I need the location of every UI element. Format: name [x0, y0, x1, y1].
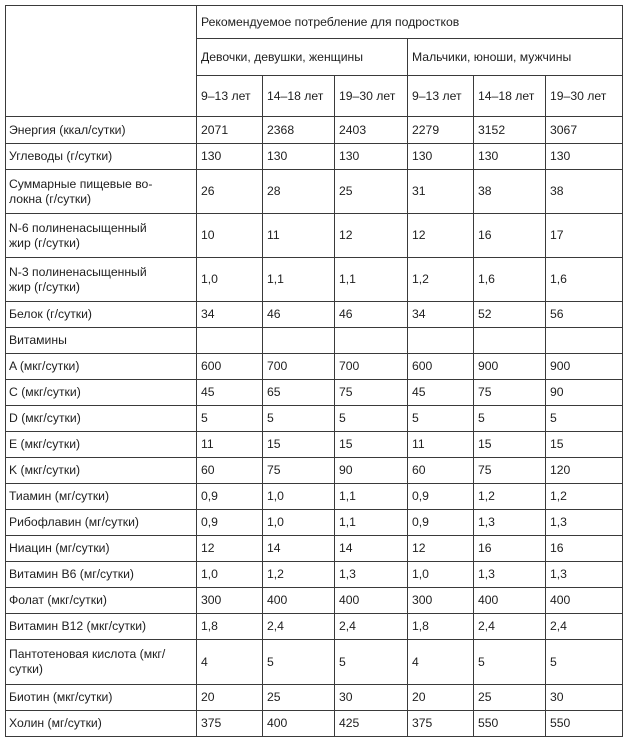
value-cell: 5 — [408, 406, 474, 432]
table-row — [6, 144, 623, 170]
value-cell: 14 — [263, 536, 335, 562]
value-cell: 16 — [474, 536, 546, 562]
value-cell: 45 — [197, 380, 263, 406]
value-cell: 30 — [335, 685, 408, 711]
table-row — [6, 302, 623, 328]
value-cell: 5 — [263, 406, 335, 432]
table-row — [6, 117, 623, 144]
value-cell: 550 — [474, 711, 546, 737]
value-cell: 130 — [546, 144, 623, 170]
value-cell: 400 — [263, 588, 335, 614]
table-row — [6, 258, 623, 302]
header-group-title: Рекомендуемое потребление для подростков — [197, 6, 623, 39]
value-cell: 31 — [408, 170, 474, 214]
value-cell: 1,3 — [335, 562, 408, 588]
table-row — [6, 354, 623, 380]
value-cell: 130 — [197, 144, 263, 170]
value-cell: 38 — [546, 170, 623, 214]
value-cell: 300 — [197, 588, 263, 614]
table-row — [6, 406, 623, 432]
row-label: Суммарные пищевые во- локна (г/сутки) — [6, 170, 197, 214]
value-cell — [474, 328, 546, 354]
table-row — [6, 328, 623, 354]
value-cell: 130 — [474, 144, 546, 170]
value-cell: 3067 — [546, 117, 623, 144]
table-row — [6, 170, 623, 214]
row-label: E (мкг/сутки) — [6, 432, 197, 458]
value-cell: 15 — [546, 432, 623, 458]
table-row — [6, 562, 623, 588]
value-cell: 90 — [546, 380, 623, 406]
value-cell: 30 — [546, 685, 623, 711]
value-cell: 400 — [546, 588, 623, 614]
value-cell: 11 — [197, 432, 263, 458]
header-age-cell: 19–30 лет — [335, 76, 408, 117]
header-male-title: Мальчики, юноши, мужчины — [408, 39, 623, 76]
value-cell: 16 — [546, 536, 623, 562]
value-cell: 1,0 — [197, 562, 263, 588]
value-cell: 4 — [408, 640, 474, 685]
row-label: Биотин (мкг/сутки) — [6, 685, 197, 711]
value-cell: 15 — [335, 432, 408, 458]
value-cell: 60 — [408, 458, 474, 484]
table-row — [6, 536, 623, 562]
header-age-cell: 9–13 лет — [197, 76, 263, 117]
value-cell: 52 — [474, 302, 546, 328]
header-age-cell: 14–18 лет — [263, 76, 335, 117]
row-label: K (мкг/сутки) — [6, 458, 197, 484]
table-row — [6, 214, 623, 258]
value-cell: 5 — [197, 406, 263, 432]
table-row — [6, 685, 623, 711]
value-cell: 900 — [546, 354, 623, 380]
value-cell: 12 — [335, 214, 408, 258]
value-cell: 1,1 — [335, 484, 408, 510]
value-cell: 1,2 — [474, 484, 546, 510]
header-age-cell: 14–18 лет — [474, 76, 546, 117]
value-cell: 550 — [546, 711, 623, 737]
table-row — [6, 380, 623, 406]
value-cell: 90 — [335, 458, 408, 484]
value-cell: 25 — [335, 170, 408, 214]
value-cell: 11 — [263, 214, 335, 258]
value-cell: 2,4 — [263, 614, 335, 640]
value-cell: 2403 — [335, 117, 408, 144]
value-cell: 600 — [197, 354, 263, 380]
row-label: Витамин B6 (мг/сутки) — [6, 562, 197, 588]
value-cell: 600 — [408, 354, 474, 380]
value-cell: 0,9 — [197, 510, 263, 536]
value-cell: 1,2 — [263, 562, 335, 588]
value-cell: 12 — [408, 536, 474, 562]
value-cell: 0,9 — [408, 484, 474, 510]
row-label: A (мкг/сутки) — [6, 354, 197, 380]
row-label: Рибофлавин (мг/сутки) — [6, 510, 197, 536]
value-cell: 3152 — [474, 117, 546, 144]
table-row — [6, 432, 623, 458]
value-cell: 10 — [197, 214, 263, 258]
value-cell: 1,2 — [546, 484, 623, 510]
value-cell: 20 — [408, 685, 474, 711]
value-cell: 15 — [263, 432, 335, 458]
value-cell: 1,1 — [335, 258, 408, 302]
value-cell: 700 — [263, 354, 335, 380]
value-cell: 38 — [474, 170, 546, 214]
table-row — [6, 510, 623, 536]
value-cell: 1,8 — [197, 614, 263, 640]
value-cell: 2368 — [263, 117, 335, 144]
value-cell: 17 — [546, 214, 623, 258]
value-cell: 26 — [197, 170, 263, 214]
header-female-title: Девочки, девушки, женщины — [197, 39, 408, 76]
row-label: Витамины — [6, 328, 197, 354]
value-cell: 45 — [408, 380, 474, 406]
value-cell: 5 — [335, 406, 408, 432]
value-cell: 130 — [408, 144, 474, 170]
row-label: Тиамин (мг/сутки) — [6, 484, 197, 510]
value-cell: 16 — [474, 214, 546, 258]
row-label: D (мкг/сутки) — [6, 406, 197, 432]
row-label: Фолат (мкг/сутки) — [6, 588, 197, 614]
value-cell: 1,1 — [335, 510, 408, 536]
value-cell: 1,0 — [263, 484, 335, 510]
value-cell: 0,9 — [408, 510, 474, 536]
header-age-cell: 19–30 лет — [546, 76, 623, 117]
value-cell: 1,6 — [546, 258, 623, 302]
value-cell — [263, 328, 335, 354]
header-corner-cell — [6, 6, 197, 117]
table-row — [6, 484, 623, 510]
table-row — [6, 614, 623, 640]
value-cell: 4 — [197, 640, 263, 685]
value-cell: 1,0 — [408, 562, 474, 588]
value-cell: 75 — [474, 458, 546, 484]
value-cell: 75 — [335, 380, 408, 406]
table-row — [6, 458, 623, 484]
value-cell: 25 — [263, 685, 335, 711]
value-cell: 120 — [546, 458, 623, 484]
value-cell: 12 — [197, 536, 263, 562]
value-cell: 5 — [335, 640, 408, 685]
value-cell: 425 — [335, 711, 408, 737]
value-cell: 400 — [335, 588, 408, 614]
value-cell: 0,9 — [197, 484, 263, 510]
row-label: N-3 полиненасыщенный жир (г/сутки) — [6, 258, 197, 302]
value-cell — [335, 328, 408, 354]
row-label: Углеводы (г/сутки) — [6, 144, 197, 170]
value-cell: 15 — [474, 432, 546, 458]
table-row — [6, 711, 623, 737]
value-cell: 1,2 — [408, 258, 474, 302]
value-cell: 34 — [197, 302, 263, 328]
value-cell: 1,3 — [474, 562, 546, 588]
value-cell: 1,0 — [197, 258, 263, 302]
row-label: Пантотеновая кислота (мкг/ сутки) — [6, 640, 197, 685]
header-row-group — [6, 6, 623, 39]
value-cell: 375 — [408, 711, 474, 737]
value-cell: 2,4 — [335, 614, 408, 640]
value-cell: 1,3 — [546, 562, 623, 588]
row-label: Холин (мг/сутки) — [6, 711, 197, 737]
value-cell: 34 — [408, 302, 474, 328]
value-cell: 65 — [263, 380, 335, 406]
row-label: C (мкг/сутки) — [6, 380, 197, 406]
nutrition-table — [5, 5, 623, 737]
value-cell: 14 — [335, 536, 408, 562]
value-cell: 46 — [335, 302, 408, 328]
value-cell: 375 — [197, 711, 263, 737]
value-cell: 900 — [474, 354, 546, 380]
value-cell: 60 — [197, 458, 263, 484]
value-cell: 12 — [408, 214, 474, 258]
value-cell: 5 — [546, 406, 623, 432]
value-cell: 130 — [263, 144, 335, 170]
row-label: Белок (г/сутки) — [6, 302, 197, 328]
value-cell: 1,3 — [474, 510, 546, 536]
value-cell: 11 — [408, 432, 474, 458]
value-cell: 1,3 — [546, 510, 623, 536]
value-cell: 130 — [335, 144, 408, 170]
row-label: Витамин B12 (мкг/сутки) — [6, 614, 197, 640]
value-cell: 5 — [474, 640, 546, 685]
value-cell: 5 — [546, 640, 623, 685]
value-cell: 75 — [263, 458, 335, 484]
value-cell: 700 — [335, 354, 408, 380]
value-cell: 300 — [408, 588, 474, 614]
value-cell: 1,1 — [263, 258, 335, 302]
value-cell: 5 — [263, 640, 335, 685]
value-cell: 46 — [263, 302, 335, 328]
value-cell: 400 — [474, 588, 546, 614]
nutrition-table-container — [5, 5, 623, 737]
value-cell — [408, 328, 474, 354]
table-row — [6, 588, 623, 614]
row-label: N-6 полиненасыщенный жир (г/сутки) — [6, 214, 197, 258]
value-cell: 28 — [263, 170, 335, 214]
value-cell: 2279 — [408, 117, 474, 144]
value-cell: 5 — [474, 406, 546, 432]
value-cell: 56 — [546, 302, 623, 328]
value-cell: 25 — [474, 685, 546, 711]
value-cell: 2,4 — [546, 614, 623, 640]
value-cell: 20 — [197, 685, 263, 711]
value-cell — [546, 328, 623, 354]
value-cell: 75 — [474, 380, 546, 406]
value-cell: 1,8 — [408, 614, 474, 640]
value-cell: 400 — [263, 711, 335, 737]
value-cell: 1,6 — [474, 258, 546, 302]
value-cell — [197, 328, 263, 354]
table-row — [6, 640, 623, 685]
value-cell: 2071 — [197, 117, 263, 144]
value-cell: 2,4 — [474, 614, 546, 640]
row-label: Энергия (ккал/сутки) — [6, 117, 197, 144]
header-age-cell: 9–13 лет — [408, 76, 474, 117]
value-cell: 1,0 — [263, 510, 335, 536]
row-label: Ниацин (мг/сутки) — [6, 536, 197, 562]
